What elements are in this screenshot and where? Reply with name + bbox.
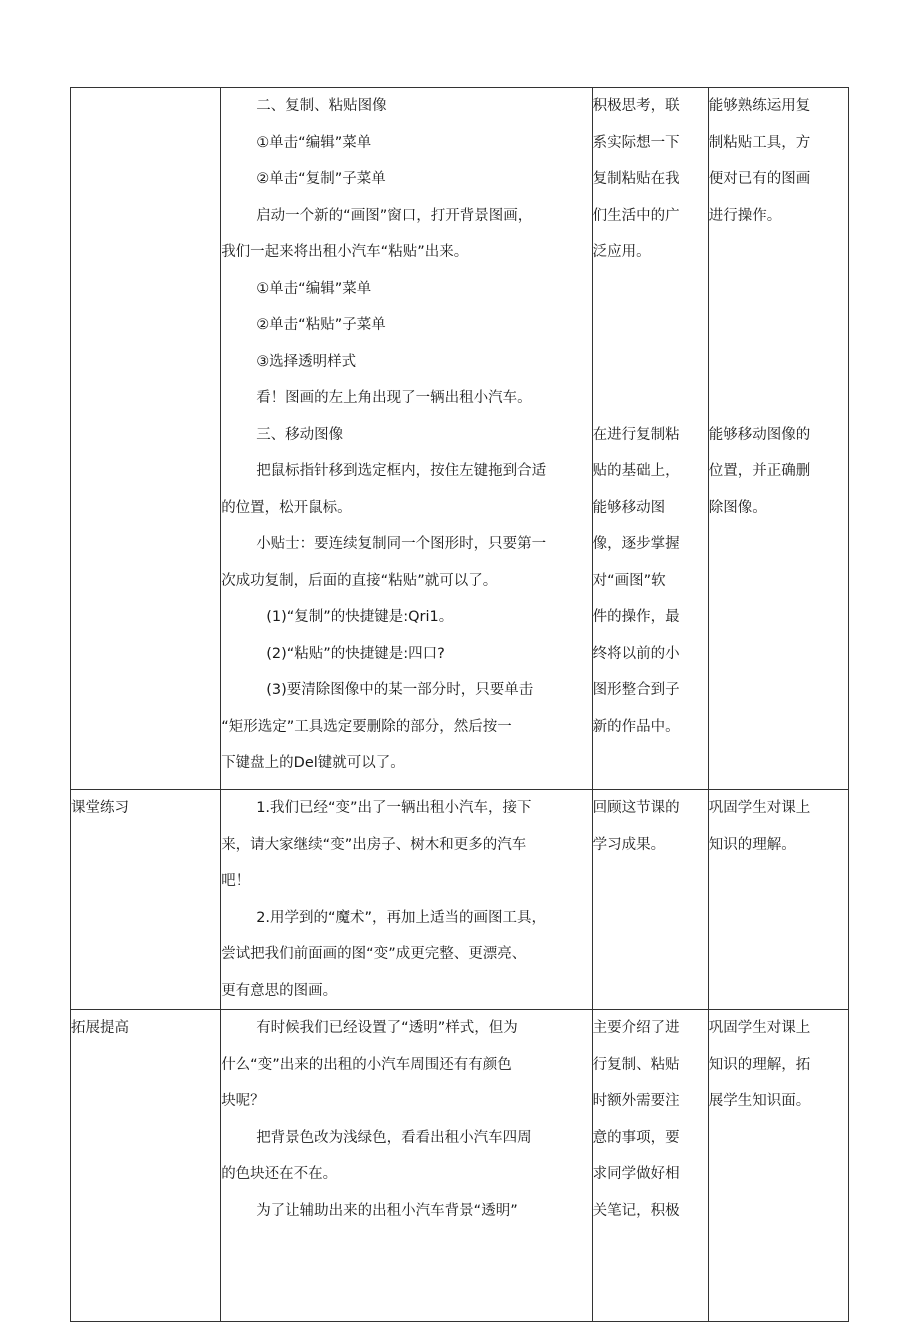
design-intent-line: 进行操作。 (708, 207, 782, 224)
content-line: (3)要清除图像中的某一部分时，只要单击 (266, 682, 534, 698)
lesson-plan-table (70, 87, 849, 1322)
content-line: 小贴士：要连续复制同一个图形时，只要第一 (256, 536, 547, 552)
content-line: 块呢？ (221, 1093, 265, 1109)
student-activity-line: 在进行复制粘 (592, 426, 680, 443)
section-label: 课堂练习 (71, 800, 129, 816)
student-activity-line: 贴的基础上， (592, 463, 680, 479)
teaching-content-cell (221, 790, 592, 1010)
content-line: “矩形选定”工具选定要删除的部分，然后按一 (221, 718, 512, 735)
teaching-content-cell (221, 1010, 592, 1322)
student-activity-line: 像，逐步掌握 (592, 536, 680, 552)
content-line: 二、复制、粘贴图像 (256, 98, 387, 114)
content-line: (2)“粘贴”的快捷键是:四口? (266, 645, 445, 662)
section-label (71, 88, 220, 125)
content-line: 2.用学到的“魔术”，再加上适当的画图工具， (256, 909, 547, 926)
student-activity-line: 复制粘贴在我 (592, 171, 680, 187)
student-activity-line: 图形整合到子 (592, 682, 680, 698)
student-activity-line: 关笔记，积极 (592, 1202, 680, 1219)
student-activity-line: 求同学做好相 (592, 1166, 680, 1182)
student-activity-line (593, 307, 708, 344)
student-activity-line: 积极思考，联 (592, 98, 680, 114)
teaching-content-cell (221, 88, 592, 790)
content-line: ③选择透明样式 (256, 353, 357, 370)
student-activity-line: 们生活中的广 (592, 207, 680, 224)
student-activity-line (593, 271, 708, 308)
content-line: 吧！ (221, 873, 251, 889)
student-activity-line: 行复制、粘贴 (592, 1056, 680, 1073)
content-line: 1.我们已经“变”出了一辆出租小汽车，接下 (256, 800, 532, 816)
section-label: 拓展提高 (71, 1020, 129, 1036)
content-line: 来，请大家继续“变”出房子、树木和更多的汽车 (221, 836, 527, 853)
design-intent-line: 制粘贴工具，方 (708, 134, 811, 151)
content-line: 什么“变”出来的出租的小汽车周围还有有颜色 (221, 1056, 512, 1073)
design-intent-line (709, 234, 848, 271)
content-line: ①单击“编辑”菜单 (256, 134, 372, 151)
section-label-cell (71, 88, 221, 790)
student-activity-line (593, 344, 708, 381)
design-intent-line: 巩固学生对课上 (708, 1020, 811, 1036)
design-intent-line: 除图像。 (708, 499, 767, 516)
design-intent-line: 知识的理解，拓 (708, 1056, 811, 1073)
content-line: (1)“复制”的快捷键是:Qri1。 (266, 609, 454, 625)
student-activity-line: 系实际想一下 (592, 134, 680, 151)
content-line: 我们一起来将出租小汽车“粘贴”出来。 (221, 244, 469, 260)
design-intent-line (709, 271, 848, 308)
design-intent-cell (708, 790, 848, 1010)
design-intent-line: 巩固学生对课上 (708, 800, 811, 816)
student-activity-line (593, 380, 708, 417)
student-activity-line: 学习成果。 (592, 836, 666, 853)
design-intent-line (709, 307, 848, 344)
student-activity-line: 意的事项，要 (592, 1129, 680, 1146)
lesson-plan-body (71, 88, 849, 1322)
content-line: 有时候我们已经设置了“透明”样式，但为 (256, 1020, 518, 1036)
content-line: 看！图画的左上角出现了一辆出租小汽车。 (256, 390, 532, 406)
content-line: 更有意思的图画。 (221, 982, 338, 999)
design-intent-line: 知识的理解。 (708, 836, 796, 853)
content-line: ①单击“编辑”菜单 (256, 280, 372, 297)
content-line: 把背景色改为浅绿色，看看出租小汽车四周 (256, 1129, 532, 1146)
design-intent-cell (708, 88, 848, 790)
student-activity-line: 回顾这节课的 (592, 800, 680, 816)
table-row-extension (71, 1010, 849, 1322)
student-activity-cell (592, 790, 708, 1010)
student-activity-line: 终将以前的小 (592, 645, 680, 662)
table-row-teaching-process (71, 88, 849, 790)
content-line: 下键盘上的Del键就可以了。 (221, 755, 405, 771)
student-activity-line: 泛应用。 (592, 244, 651, 260)
design-intent-line: 便对已有的图画 (708, 171, 811, 187)
content-line: ②单击“粘贴”子菜单 (256, 317, 386, 333)
design-intent-line: 能够熟练运用复 (708, 98, 811, 114)
design-intent-line: 能够移动图像的 (708, 426, 811, 443)
content-line: 为了让辅助出来的出租小汽车背景“透明” (256, 1202, 518, 1219)
student-activity-cell (592, 1010, 708, 1322)
section-label-cell (71, 1010, 221, 1322)
student-activity-cell (592, 88, 708, 790)
student-activity-line: 件的操作，最 (592, 609, 680, 625)
student-activity-line: 新的作品中。 (592, 718, 680, 735)
content-line: 把鼠标指针移到选定框内，按住左键拖到合适 (256, 463, 547, 479)
content-line: 的位置，松开鼠标。 (221, 499, 352, 516)
design-intent-line: 展学生知识面。 (708, 1093, 811, 1109)
content-line: 三、移动图像 (256, 426, 344, 443)
design-intent-line (709, 344, 848, 381)
table-row-classroom-practice (71, 790, 849, 1010)
design-intent-line: 位置，并正确删 (708, 463, 811, 479)
design-intent-cell (708, 1010, 848, 1322)
content-line: 尝试把我们前面画的图“变”成更完整、更漂亮、 (221, 946, 527, 962)
design-intent-line (709, 380, 848, 417)
student-activity-line: 主要介绍了进 (592, 1020, 680, 1036)
student-activity-line: 对“画图”软 (592, 572, 666, 589)
student-activity-line: 能够移动图 (592, 499, 666, 516)
content-line: 的色块还在不在。 (221, 1166, 338, 1182)
content-line: 次成功复制，后面的直接“粘贴”就可以了。 (221, 572, 498, 589)
content-line: 启动一个新的“画图”窗口，打开背景图画， (256, 207, 533, 224)
section-label-cell (71, 790, 221, 1010)
content-line: ②单击“复制”子菜单 (256, 171, 386, 187)
student-activity-line: 时额外需要注 (592, 1093, 680, 1109)
